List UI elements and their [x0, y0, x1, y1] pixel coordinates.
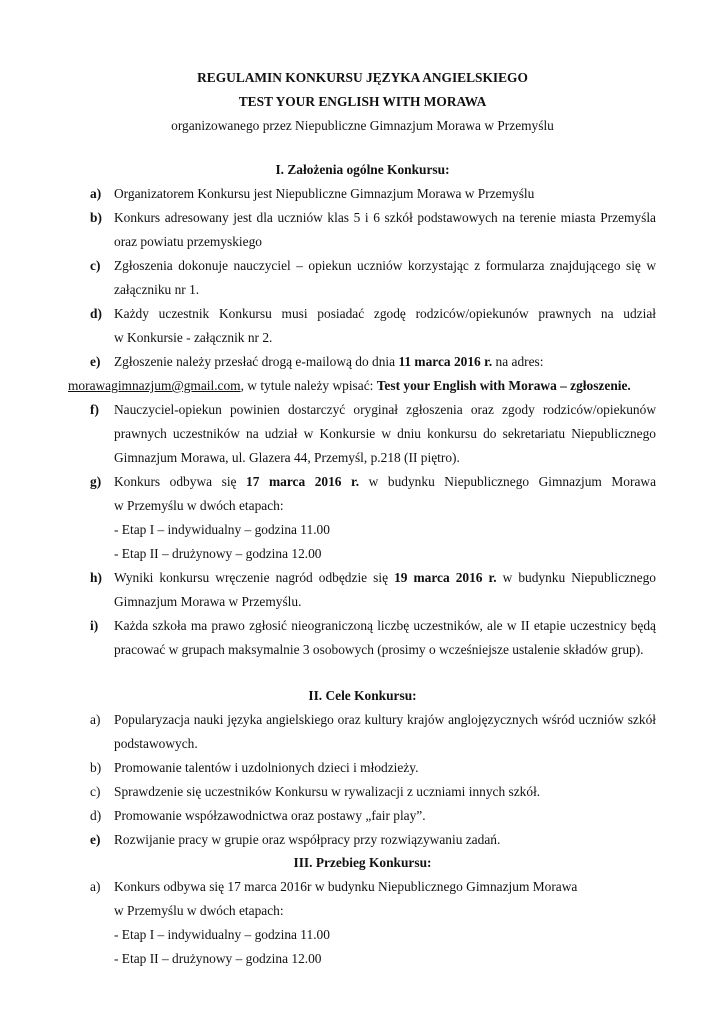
email-line: [68, 378, 631, 394]
email-subject: Test your English with Morawa – zgłoszenie.: [376, 378, 631, 393]
email-link[interactable]: morawagimnazjum@gmail.com: [68, 378, 241, 393]
list-item-text: w Przemyślu w dwóch etapach:: [114, 498, 284, 513]
list-item-text: Gimnazjum Morawa w Przemyślu.: [114, 594, 302, 609]
event-prefix: Konkurs odbywa się: [114, 474, 247, 489]
list-label: d): [90, 808, 102, 823]
list-item-text: [114, 354, 656, 370]
list-label: h): [90, 570, 102, 585]
list-item-text: Rozwijanie pracy w grupie oraz współpracy przy rozwiązywaniu zadań.: [114, 832, 501, 847]
list-label: i): [90, 618, 99, 633]
list-item-text: Promowanie talentów i uzdolnionych dzieci i młodzieży.: [114, 760, 419, 775]
list-label: b): [90, 760, 102, 775]
list-item-text: Konkurs odbywa się 17 marca 2016r w budynku Niepublicznego Gimnazjum Morawa: [114, 879, 578, 894]
list-label: a): [90, 712, 101, 727]
list-item-text: Organizatorem Konkursu jest Niepubliczne Gimnazjum Morawa w Przemyślu: [114, 186, 535, 201]
list-item-text: podstawowych.: [114, 736, 198, 751]
stage-2-line: - Etap II – drużynowy – godzina 12.00: [114, 546, 322, 561]
section-2-heading: II. Cele Konkursu:: [308, 688, 417, 703]
document-title: REGULAMIN KONKURSU JĘZYKA ANGIELSKIEGO: [197, 70, 528, 85]
list-label: a): [90, 186, 102, 201]
document-organizer-line: organizowanego przez Niepubliczne Gimnazjum Morawa w Przemyślu: [171, 118, 554, 133]
section-1-heading: I. Założenia ogólne Konkursu:: [275, 162, 450, 177]
awards-date: 19 marca 2016 r.: [394, 570, 497, 585]
deadline-date: 11 marca 2016 r.: [398, 354, 493, 369]
list-label: e): [90, 354, 101, 369]
event-suffix: w budynku Niepublicznego Gimnazjum Morawa: [359, 474, 657, 489]
list-item-text: Sprawdzenie się uczestników Konkursu w rywalizacji z uczniami innych szkół.: [114, 784, 541, 799]
awards-suffix: w budynku Niepublicznego: [496, 570, 657, 585]
stage-1-line: - Etap I – indywidualny – godzina 11.00: [114, 522, 330, 537]
email-instruction: , w tytule należy wpisać:: [240, 378, 377, 393]
list-item-text: prawnych uczestników na udział w Konkursie w dniu konkursu do sekretariatu Niepublicznego: [114, 426, 656, 441]
list-item-text: [114, 474, 656, 490]
list-label: b): [90, 210, 102, 225]
awards-prefix: Wyniki konkursu wręczenie nagród odbędzie się: [114, 570, 395, 585]
list-item-text: Zgłoszenia dokonuje nauczyciel – opiekun uczniów korzystając z formularza znajdującego się w: [114, 258, 656, 273]
list-item-text: Promowanie współzawodnictwa oraz postawy „fair play”.: [114, 808, 426, 823]
stage-2-line: - Etap II – drużynowy – godzina 12.00: [114, 951, 322, 966]
list-item-text: Każda szkoła ma prawo zgłosić nieograniczoną liczbę uczestników, ale w II etapie uczestnicy będą: [114, 618, 656, 633]
list-item-text: pracować w grupach maksymalnie 3 osobowych (prosimy o wcześniejsze ustalenie składów grup).: [114, 642, 644, 657]
section-3-heading: III. Przebieg Konkursu:: [293, 855, 432, 870]
list-item-text: załączniku nr 1.: [114, 282, 200, 297]
list-item-text: Gimnazjum Morawa, ul. Glazera 44, Przemyśl, p.218 (II piętro).: [114, 450, 460, 465]
list-item-text: Nauczyciel-opiekun powinien dostarczyć oryginał zgłoszenia oraz zgody rodziców/opiekunów: [114, 402, 656, 417]
event-date: 17 marca 2016 r.: [246, 474, 360, 489]
list-item-text: Konkurs adresowany jest dla uczniów klas 5 i 6 szkół podstawowych na terenie miasta Przemyśla: [114, 210, 656, 225]
list-item-text: w Konkursie - załącznik nr 2.: [114, 330, 273, 345]
stage-1-line: - Etap I – indywidualny – godzina 11.00: [114, 927, 330, 942]
list-label: f): [90, 402, 99, 417]
list-item-text: Każdy uczestnik Konkursu musi posiadać zgodę rodziców/opiekunów prawnych na udział: [114, 306, 656, 321]
list-label: a): [90, 879, 101, 894]
list-label: c): [90, 784, 101, 799]
list-label: d): [90, 306, 102, 321]
deadline-suffix: na adres:: [492, 354, 544, 369]
list-label: g): [90, 474, 102, 489]
list-item-text: w Przemyślu w dwóch etapach:: [114, 903, 284, 918]
list-item-text: oraz powiatu przemyskiego: [114, 234, 262, 249]
list-item-text: Popularyzacja nauki języka angielskiego oraz kultury krajów anglojęzycznych wśród uczniów szkół: [114, 712, 656, 727]
deadline-prefix: Zgłoszenie należy przesłać drogą e-mailową do dnia: [114, 354, 399, 369]
list-label: c): [90, 258, 101, 273]
document-subtitle-contest: TEST YOUR ENGLISH WITH MORAWA: [238, 94, 487, 109]
list-item-text: [114, 570, 656, 586]
list-label: e): [90, 832, 101, 847]
